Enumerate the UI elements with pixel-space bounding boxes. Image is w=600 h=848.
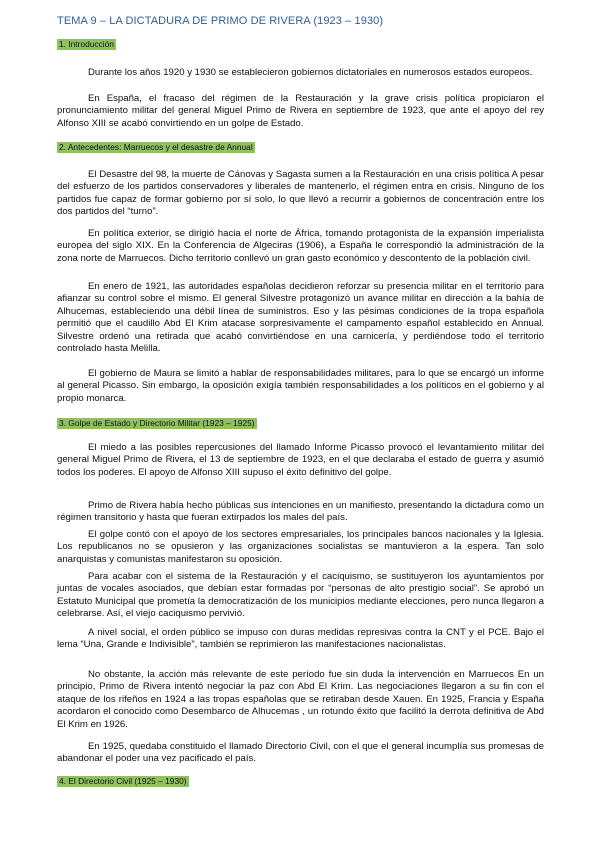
paragraph: El miedo a las posibles repercusiones del llamado Informe Picasso provocó el levantamiento militar del general Miguel Primo de Rivera, el 13 de septiembre de 1923, en el que declaraba el estado de guerra y asumió todos los poderes. El apoyo de Alfonso XIII supuso el éxito definitivo del golpe. [57,442,544,478]
paragraph: No obstante, la acción más relevante de este período fue sin duda la intervención en Marruecos En un principio, Primo de Rivera intentó negociar la paz con Abd El Krim. Las negociaciones llegaron a su fin con el ataque de los rifeños en 1924 a las tropas españolas que se retiraban desde Xauen. En 1925, Francia y España acordaron el conocido como Desembarco de Alhucemas , un rotundo éxito que facilitó la derrota definitiva de Abd El Krim en 1926. [57,669,544,730]
paragraph: En enero de 1921, las autoridades españolas decidieron reforzar su presencia militar en el territorio para afianzar su control sobre el mismo. El general Silvestre protagonizó un avance militar en dirección a la bahía de Alhucemas, estableciendo una débil línea de suministros. Eso y las pésimas condiciones de la tropa española permitió que el caudillo Abd El Krim atacase sorpresivamente el campamento español establecido en Annual. Silvestre ordenó una retirada que acabó convirtiéndose en una carnicería, y perdiéndose todo el territorio controlado hasta Melilla. [57,281,544,355]
paragraph: Durante los años 1920 y 1930 se establecieron gobiernos dictatoriales en numerosos estados europeos. [88,67,533,78]
paragraph: En política exterior, se dirigió hacia el norte de África, tomando protagonista de la expansión imperialista europea del siglo XIX. En la Conferencia de Algeciras (1906), a España le correspondió la administración de la zona norte de Marruecos. Dicho territorio conllevó un gran gasto económico y descontento de la población civil. [57,228,544,264]
paragraph: En 1925, quedaba constituido el llamado Directorio Civil, con el que el general incumplía sus promesas de abandonar el poder una vez pacificado el país. [57,741,544,765]
paragraph: En España, el fracaso del régimen de la Restauración y la grave crisis política propiciaron el pronunciamiento militar del general Miguel Primo de Rivera en septiembre de 1923, que ante el apoyo del rey Alfonso XIII se acabó convirtiendo en un golpe de Estado. [57,93,544,129]
paragraph: Para acabar con el sistema de la Restauración y el caciquismo, se sustituyeron los ayuntamientos por juntas de vocales asociados, que debían estar formadas por “personas de alto prestigio social”. Se aprobó un Estatuto Municipal que prometía la democratización de los municipios mediante elecciones, pero nunca llegaron a celebrarse. Así, el viejo caciquismo pervivió. [57,571,544,620]
paragraph: El golpe contó con el apoyo de los sectores empresariales, los principales bancos nacionales y la Iglesia. Los republicanos no se opusieron y las organizaciones socialistas se mantuvieron a la espera. Tan solo anarquistas y comunistas manifestaron su oposición. [57,529,544,565]
section-heading-golpe-de-estado: 3. Golpe de Estado y Directorio Militar (1923 – 1925) [59,418,255,428]
section-heading-antecedentes: 2. Antecedentes: Marruecos y el desastre de Annual [59,142,253,152]
section-heading-directorio-civil: 4. El Directorio Civil (1925 – 1930) [59,776,187,786]
paragraph: El gobierno de Maura se limitó a hablar de responsabilidades militares, para lo que se encargó un informe al general Picasso. Sin embargo, la oposición exigía también responsabilidades a los políticos en el gobierno y al propio monarca. [57,368,544,404]
paragraph: El Desastre del 98, la muerte de Cánovas y Sagasta sumen a la Restauración en una crisis política A pesar del esfuerzo de los partidos conservadores y liberales de mantenerlo, el régimen entra en crisis. Ninguno de los partidos fue capaz de formar gobierno por sí solo, lo que llevó a recurrir a gobiernos de concentración entre los dos partidos del “turno”. [57,169,544,218]
document-title: TEMA 9 – LA DICTADURA DE PRIMO DE RIVERA (1923 – 1930) [57,15,384,27]
paragraph: A nivel social, el orden público se impuso con duras medidas represivas contra la CNT y el PCE. Bajo el lema “Una, Grande e Indivisible”, también se reprimieron las manifestaciones nacionalistas. [57,627,544,651]
section-heading-introduccion: 1. Introducción [59,39,114,49]
paragraph: Primo de Rivera había hecho públicas sus intenciones en un manifiesto, presentando la dictadura como un régimen transitorio y hasta que fueran extirpados los males del país. [57,500,544,524]
